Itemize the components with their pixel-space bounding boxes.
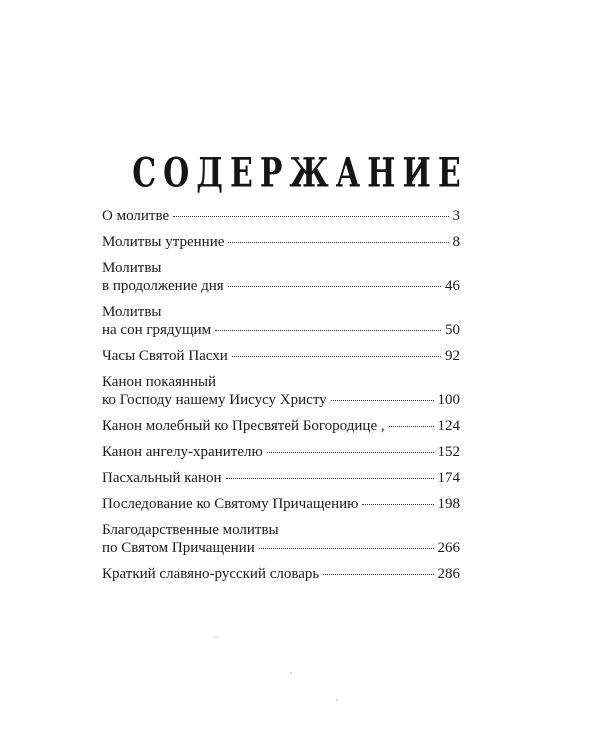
toc-entry-title: Последование ко Святому Причащению [102, 496, 359, 512]
toc-entry [102, 443, 460, 461]
toc-entry-title: Пасхальный канон [102, 470, 222, 486]
dot-leader [323, 574, 433, 575]
toc-page-number: 152 [437, 444, 460, 460]
toc-entry-title: Благодарственные молитвы [102, 522, 279, 538]
page-title: СОДЕРЖАНИЕ [132, 150, 468, 198]
dot-leader [228, 242, 448, 243]
table-of-contents [102, 207, 460, 591]
toc-entry-title: на сон грядущим [102, 322, 212, 338]
dot-leader [226, 478, 434, 479]
toc-entry-title: Молитвы утренние [102, 234, 225, 250]
toc-entry-title: по Святом Причащении [102, 540, 255, 556]
dot-leader [389, 426, 434, 427]
toc-entry-title: Канон покаянный [102, 374, 217, 390]
toc-entry [102, 495, 460, 513]
toc-page-number: 50 [445, 322, 460, 338]
toc-page-number: 3 [452, 208, 460, 224]
toc-entry-title: О молитве [102, 208, 170, 224]
toc-entry-title: Часы Святой Пасхи [102, 348, 228, 364]
paper-speck [215, 636, 217, 638]
toc-page-number: 124 [437, 418, 460, 434]
paper-speck [290, 672, 292, 674]
toc-entry [102, 565, 460, 583]
toc-entry [102, 233, 460, 251]
dot-leader [259, 548, 434, 549]
toc-page-number: 174 [437, 470, 460, 486]
toc-page-number: 8 [452, 234, 460, 250]
dot-leader [215, 330, 441, 331]
toc-entry [102, 417, 460, 435]
toc-entry-title: в продолжение дня [102, 278, 224, 294]
toc-entry [102, 347, 460, 365]
dot-leader [267, 452, 434, 453]
toc-entry [102, 303, 460, 339]
toc-entry [102, 469, 460, 487]
toc-entry [102, 259, 460, 295]
toc-entry-title: Канон молебный ко Пресвятей Богородице , [102, 418, 385, 434]
dot-leader [173, 216, 448, 217]
toc-entry-title: Молитвы [102, 304, 162, 320]
toc-page-number: 100 [437, 392, 460, 408]
toc-page-number: 46 [445, 278, 460, 294]
toc-entry-title: Канон ангелу-хранителю [102, 444, 263, 460]
toc-page-number: 286 [437, 566, 460, 582]
toc-page-number: 92 [445, 348, 460, 364]
dot-leader [362, 504, 433, 505]
dot-leader [232, 356, 441, 357]
toc-entry [102, 207, 460, 225]
toc-entry [102, 521, 460, 557]
dot-leader [228, 286, 441, 287]
dot-leader [331, 400, 434, 401]
toc-entry-title: ко Господу нашему Иисусу Христу [102, 392, 327, 408]
toc-page-number: 266 [437, 540, 460, 556]
toc-entry-title: Краткий славяно-русский словарь [102, 566, 320, 582]
paper-speck [336, 699, 338, 701]
toc-entry [102, 373, 460, 409]
toc-page-number: 198 [437, 496, 460, 512]
toc-entry-title: Молитвы [102, 260, 162, 276]
